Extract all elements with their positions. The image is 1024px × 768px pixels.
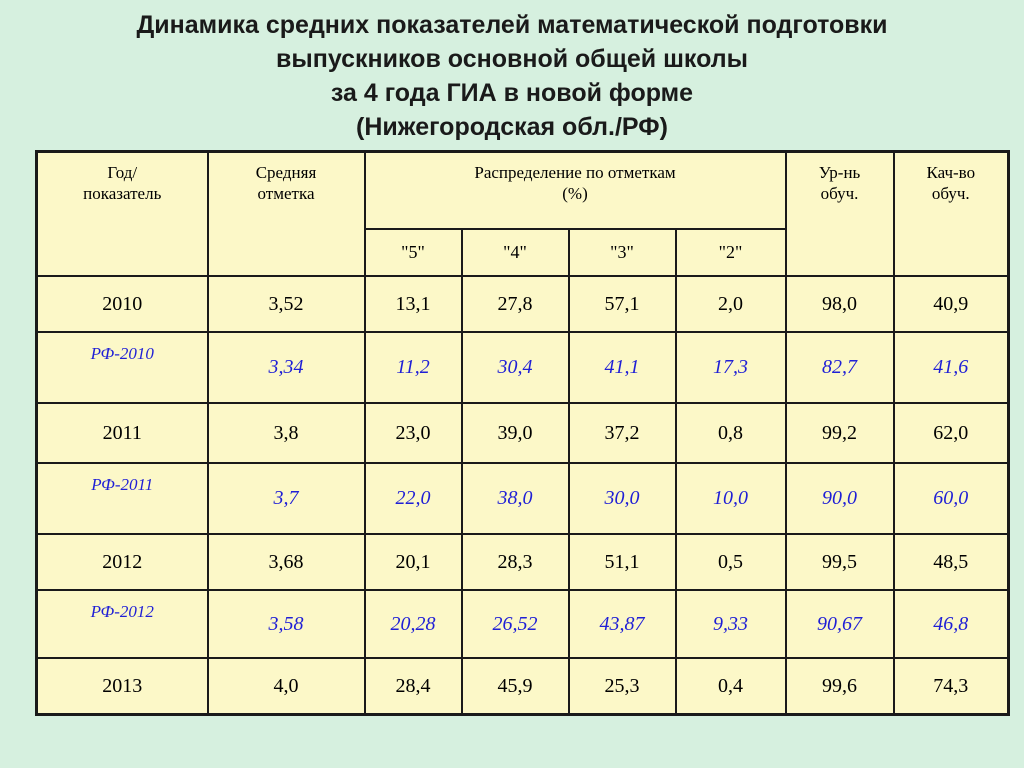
cell-grade-4: 28,3 (462, 534, 569, 590)
table-row (37, 276, 1009, 332)
cell-level: 98,0 (786, 276, 894, 332)
title-line-2: выпускников основной общей школы (276, 45, 748, 73)
cell-grade-3: 37,2 (569, 403, 676, 463)
results-table (35, 150, 1010, 716)
cell-year: РФ-2012 (37, 590, 208, 658)
cell-quality: 48,5 (894, 534, 1009, 590)
cell-level: 99,5 (786, 534, 894, 590)
header-distribution-line-2: (%) (562, 184, 588, 203)
header-avg (208, 152, 365, 277)
cell-grade-4: 30,4 (462, 332, 569, 403)
cell-grade-4: 39,0 (462, 403, 569, 463)
cell-year: РФ-2011 (37, 463, 208, 534)
cell-avg: 3,8 (208, 403, 365, 463)
cell-quality: 60,0 (894, 463, 1009, 534)
title-line-4: (Нижегородская обл./РФ) (356, 113, 668, 141)
cell-quality: 46,8 (894, 590, 1009, 658)
table-row (37, 658, 1009, 715)
header-distribution-line-1: Распределение по отметкам (474, 163, 676, 182)
cell-grade-3: 43,87 (569, 590, 676, 658)
header-level (786, 152, 894, 277)
cell-avg: 4,0 (208, 658, 365, 715)
table-row (37, 463, 1009, 534)
header-level-line-1: Ур-нь (818, 163, 861, 182)
cell-avg: 3,7 (208, 463, 365, 534)
cell-grade-5: 28,4 (365, 658, 462, 715)
header-year-line-1: Год/ (107, 163, 138, 182)
cell-year: РФ-2010 (37, 332, 208, 403)
cell-grade-5: 11,2 (365, 332, 462, 403)
cell-grade-5: 23,0 (365, 403, 462, 463)
cell-quality: 62,0 (894, 403, 1009, 463)
header-grade-3: "3" (569, 229, 676, 276)
cell-grade-5: 20,28 (365, 590, 462, 658)
cell-grade-2: 0,5 (676, 534, 786, 590)
cell-grade-5: 22,0 (365, 463, 462, 534)
cell-grade-2: 2,0 (676, 276, 786, 332)
page-title (0, 8, 1024, 144)
header-year (37, 152, 208, 277)
cell-grade-4: 26,52 (462, 590, 569, 658)
header-distribution (365, 152, 786, 230)
table-row (37, 590, 1009, 658)
cell-year: 2010 (37, 276, 208, 332)
header-avg-line-1: Средняя (255, 163, 317, 182)
header-grade-5: "5" (365, 229, 462, 276)
header-year-line-2: показатель (83, 184, 162, 203)
title-line-1: Динамика средних показателей математической подготовки (136, 11, 888, 39)
cell-quality: 74,3 (894, 658, 1009, 715)
cell-grade-3: 41,1 (569, 332, 676, 403)
header-avg-line-2: отметка (257, 184, 315, 203)
header-grade-4: "4" (462, 229, 569, 276)
table-row (37, 403, 1009, 463)
cell-level: 99,2 (786, 403, 894, 463)
header-level-line-2: обуч. (820, 184, 859, 203)
cell-level: 90,0 (786, 463, 894, 534)
cell-grade-4: 27,8 (462, 276, 569, 332)
cell-year: 2012 (37, 534, 208, 590)
cell-avg: 3,68 (208, 534, 365, 590)
cell-grade-3: 30,0 (569, 463, 676, 534)
cell-grade-2: 0,8 (676, 403, 786, 463)
cell-year: 2011 (37, 403, 208, 463)
cell-grade-2: 17,3 (676, 332, 786, 403)
cell-grade-4: 38,0 (462, 463, 569, 534)
cell-grade-2: 0,4 (676, 658, 786, 715)
cell-avg: 3,58 (208, 590, 365, 658)
cell-level: 90,67 (786, 590, 894, 658)
table-row (37, 332, 1009, 403)
header-quality-line-2: обуч. (931, 184, 970, 203)
cell-quality: 41,6 (894, 332, 1009, 403)
cell-grade-5: 13,1 (365, 276, 462, 332)
cell-year: 2013 (37, 658, 208, 715)
cell-avg: 3,52 (208, 276, 365, 332)
cell-grade-2: 10,0 (676, 463, 786, 534)
table-row (37, 534, 1009, 590)
title-line-3: за 4 года ГИА в новой форме (330, 79, 694, 107)
cell-grade-3: 57,1 (569, 276, 676, 332)
cell-grade-2: 9,33 (676, 590, 786, 658)
header-quality-line-1: Кач-во (926, 163, 976, 182)
cell-grade-5: 20,1 (365, 534, 462, 590)
header-grade-2: "2" (676, 229, 786, 276)
cell-level: 99,6 (786, 658, 894, 715)
cell-grade-3: 25,3 (569, 658, 676, 715)
cell-grade-3: 51,1 (569, 534, 676, 590)
cell-level: 82,7 (786, 332, 894, 403)
header-quality (894, 152, 1009, 277)
header-row (37, 152, 1009, 230)
cell-quality: 40,9 (894, 276, 1009, 332)
cell-avg: 3,34 (208, 332, 365, 403)
cell-grade-4: 45,9 (462, 658, 569, 715)
